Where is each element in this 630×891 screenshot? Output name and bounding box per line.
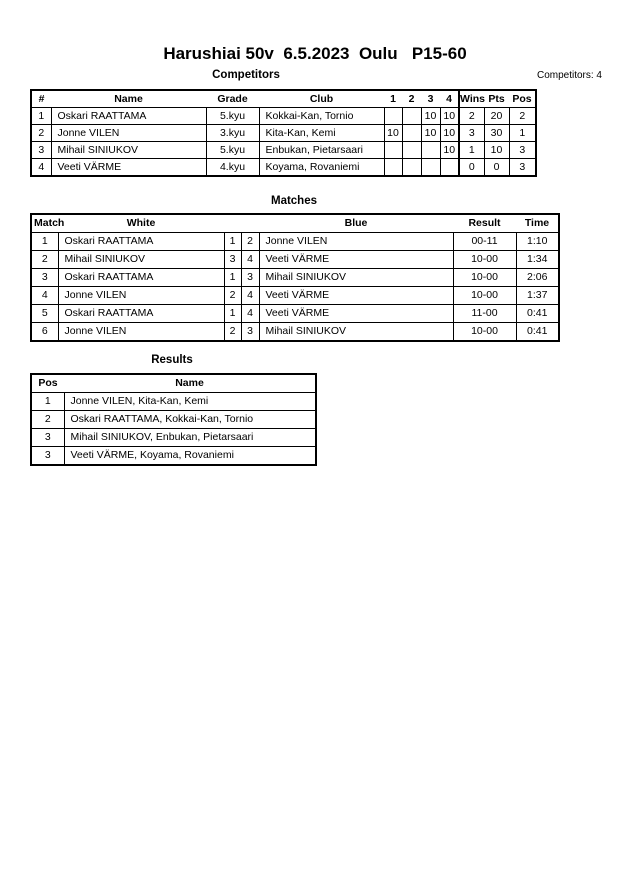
score-cell	[421, 142, 440, 159]
white-name-cell: Jonne VILEN	[58, 287, 224, 305]
result-cell: 11-00	[453, 305, 516, 323]
score-cell	[384, 159, 402, 177]
result-name-cell: Oskari RAATTAMA, Kokkai-Kan, Tornio	[64, 411, 316, 429]
grid-col-header: 1	[384, 90, 402, 108]
blue-name-cell: Jonne VILEN	[259, 233, 453, 251]
competitor-name-cell: Jonne VILEN	[51, 125, 206, 142]
result-cell: 10-00	[453, 287, 516, 305]
competitor-club-cell: Kita-Kan, Kemi	[259, 125, 384, 142]
result-row	[31, 393, 316, 411]
blue-number-cell: 2	[241, 233, 259, 251]
col-header-wins: Wins	[459, 90, 484, 108]
competitors-section-title: Competitors	[212, 69, 280, 81]
competitors-table	[30, 89, 537, 177]
result-row	[31, 411, 316, 429]
score-cell: 10	[440, 142, 459, 159]
score-cell	[402, 108, 421, 125]
score-cell: 10	[421, 125, 440, 142]
competitor-row	[31, 108, 536, 125]
blue-number-cell: 3	[241, 323, 259, 342]
blue-name-cell: Mihail SINIUKOV	[259, 269, 453, 287]
col-header-pos: Pos	[509, 90, 536, 108]
col-header-grade: Grade	[206, 90, 259, 108]
result-name-cell: Mihail SINIUKOV, Enbukan, Pietarsaari	[64, 429, 316, 447]
competitor-name-cell: Veeti VÄRME	[51, 159, 206, 177]
wins-cell: 0	[459, 159, 484, 177]
match-row	[31, 323, 559, 342]
wins-cell: 3	[459, 125, 484, 142]
col-header-time: Time	[516, 214, 559, 233]
grid-col-header: 4	[440, 90, 459, 108]
results-table	[30, 373, 317, 466]
white-name-cell: Jonne VILEN	[58, 323, 224, 342]
score-cell	[384, 142, 402, 159]
competitor-row	[31, 142, 536, 159]
match-number-cell: 3	[31, 269, 58, 287]
result-row	[31, 447, 316, 466]
white-number-cell: 3	[224, 251, 241, 269]
time-cell: 0:41	[516, 305, 559, 323]
white-name-cell: Mihail SINIUKOV	[58, 251, 224, 269]
match-number-cell: 4	[31, 287, 58, 305]
competitor-club-cell: Koyama, Rovaniemi	[259, 159, 384, 177]
result-name-cell: Jonne VILEN, Kita-Kan, Kemi	[64, 393, 316, 411]
competitor-row	[31, 125, 536, 142]
blue-number-cell: 3	[241, 269, 259, 287]
competitor-number-cell: 3	[31, 142, 51, 159]
white-name-cell: Oskari RAATTAMA	[58, 305, 224, 323]
pos-cell: 2	[509, 108, 536, 125]
match-number-cell: 5	[31, 305, 58, 323]
result-cell: 00-11	[453, 233, 516, 251]
col-header-pos: Pos	[31, 374, 64, 393]
blue-name-cell: Veeti VÄRME	[259, 287, 453, 305]
results-header-row	[31, 374, 316, 393]
match-number-cell: 2	[31, 251, 58, 269]
col-header-pts: Pts	[484, 90, 509, 108]
col-header-blue: Blue	[259, 214, 453, 233]
blue-name-cell: Mihail SINIUKOV	[259, 323, 453, 342]
pos-cell: 1	[509, 125, 536, 142]
blue-number-cell: 4	[241, 305, 259, 323]
score-cell	[440, 159, 459, 177]
time-cell: 2:06	[516, 269, 559, 287]
wins-cell: 2	[459, 108, 484, 125]
result-row	[31, 429, 316, 447]
match-number-cell: 1	[31, 233, 58, 251]
competitor-grade-cell: 4.kyu	[206, 159, 259, 177]
page-title: Harushiai 50v 6.5.2023 Oulu P15-60	[163, 44, 467, 63]
competitors-count: Competitors: 4	[536, 70, 602, 81]
result-pos-cell: 2	[31, 411, 64, 429]
blue-name-cell: Veeti VÄRME	[259, 251, 453, 269]
pos-cell: 3	[509, 159, 536, 177]
pts-cell: 20	[484, 108, 509, 125]
blue-number-cell: 4	[241, 287, 259, 305]
result-pos-cell: 3	[31, 447, 64, 466]
pts-cell: 10	[484, 142, 509, 159]
match-number-cell: 6	[31, 323, 58, 342]
col-header-match: Match	[31, 214, 58, 233]
competitor-club-cell: Kokkai-Kan, Tornio	[259, 108, 384, 125]
white-number-cell: 1	[224, 233, 241, 251]
result-cell: 10-00	[453, 269, 516, 287]
match-row	[31, 269, 559, 287]
results-section-title: Results	[151, 354, 193, 366]
time-cell: 1:10	[516, 233, 559, 251]
match-row	[31, 251, 559, 269]
white-name-cell: Oskari RAATTAMA	[58, 269, 224, 287]
score-cell: 10	[440, 125, 459, 142]
grid-col-header: 3	[421, 90, 440, 108]
col-header-club: Club	[259, 90, 384, 108]
white-number-cell: 1	[224, 269, 241, 287]
col-header-number: #	[31, 90, 51, 108]
score-cell	[402, 125, 421, 142]
competitor-grade-cell: 5.kyu	[206, 108, 259, 125]
score-cell	[402, 142, 421, 159]
score-cell: 10	[440, 108, 459, 125]
col-header-name: Name	[51, 90, 206, 108]
competitor-name-cell: Oskari RAATTAMA	[51, 108, 206, 125]
competitor-club-cell: Enbukan, Pietarsaari	[259, 142, 384, 159]
competitor-number-cell: 4	[31, 159, 51, 177]
competitors-header-row	[31, 90, 536, 108]
pts-cell: 30	[484, 125, 509, 142]
competitor-grade-cell: 5.kyu	[206, 142, 259, 159]
matches-header-row	[31, 214, 559, 233]
result-cell: 10-00	[453, 323, 516, 342]
white-name-cell: Oskari RAATTAMA	[58, 233, 224, 251]
time-cell: 1:34	[516, 251, 559, 269]
white-number-cell: 2	[224, 287, 241, 305]
result-name-cell: Veeti VÄRME, Koyama, Rovaniemi	[64, 447, 316, 466]
competitor-number-cell: 2	[31, 125, 51, 142]
score-cell: 10	[384, 125, 402, 142]
result-pos-cell: 1	[31, 393, 64, 411]
col-header-white: White	[58, 214, 224, 233]
match-row	[31, 287, 559, 305]
time-cell: 1:37	[516, 287, 559, 305]
matches-section-title: Matches	[270, 195, 318, 207]
white-number-cell: 1	[224, 305, 241, 323]
wins-cell: 1	[459, 142, 484, 159]
match-row	[31, 233, 559, 251]
competitor-name-cell: Mihail SINIUKOV	[51, 142, 206, 159]
white-number-cell: 2	[224, 323, 241, 342]
col-header-name: Name	[64, 374, 316, 393]
result-pos-cell: 3	[31, 429, 64, 447]
match-row	[31, 305, 559, 323]
competitor-row	[31, 159, 536, 177]
blue-name-cell: Veeti VÄRME	[259, 305, 453, 323]
pts-cell: 0	[484, 159, 509, 177]
col-header-empty	[224, 214, 241, 233]
competitor-grade-cell: 3.kyu	[206, 125, 259, 142]
grid-col-header: 2	[402, 90, 421, 108]
time-cell: 0:41	[516, 323, 559, 342]
result-cell: 10-00	[453, 251, 516, 269]
pos-cell: 3	[509, 142, 536, 159]
blue-number-cell: 4	[241, 251, 259, 269]
score-cell	[402, 159, 421, 177]
col-header-empty	[241, 214, 259, 233]
score-cell	[384, 108, 402, 125]
matches-table	[30, 213, 560, 342]
competitor-number-cell: 1	[31, 108, 51, 125]
score-cell: 10	[421, 108, 440, 125]
col-header-result: Result	[453, 214, 516, 233]
score-cell	[421, 159, 440, 177]
